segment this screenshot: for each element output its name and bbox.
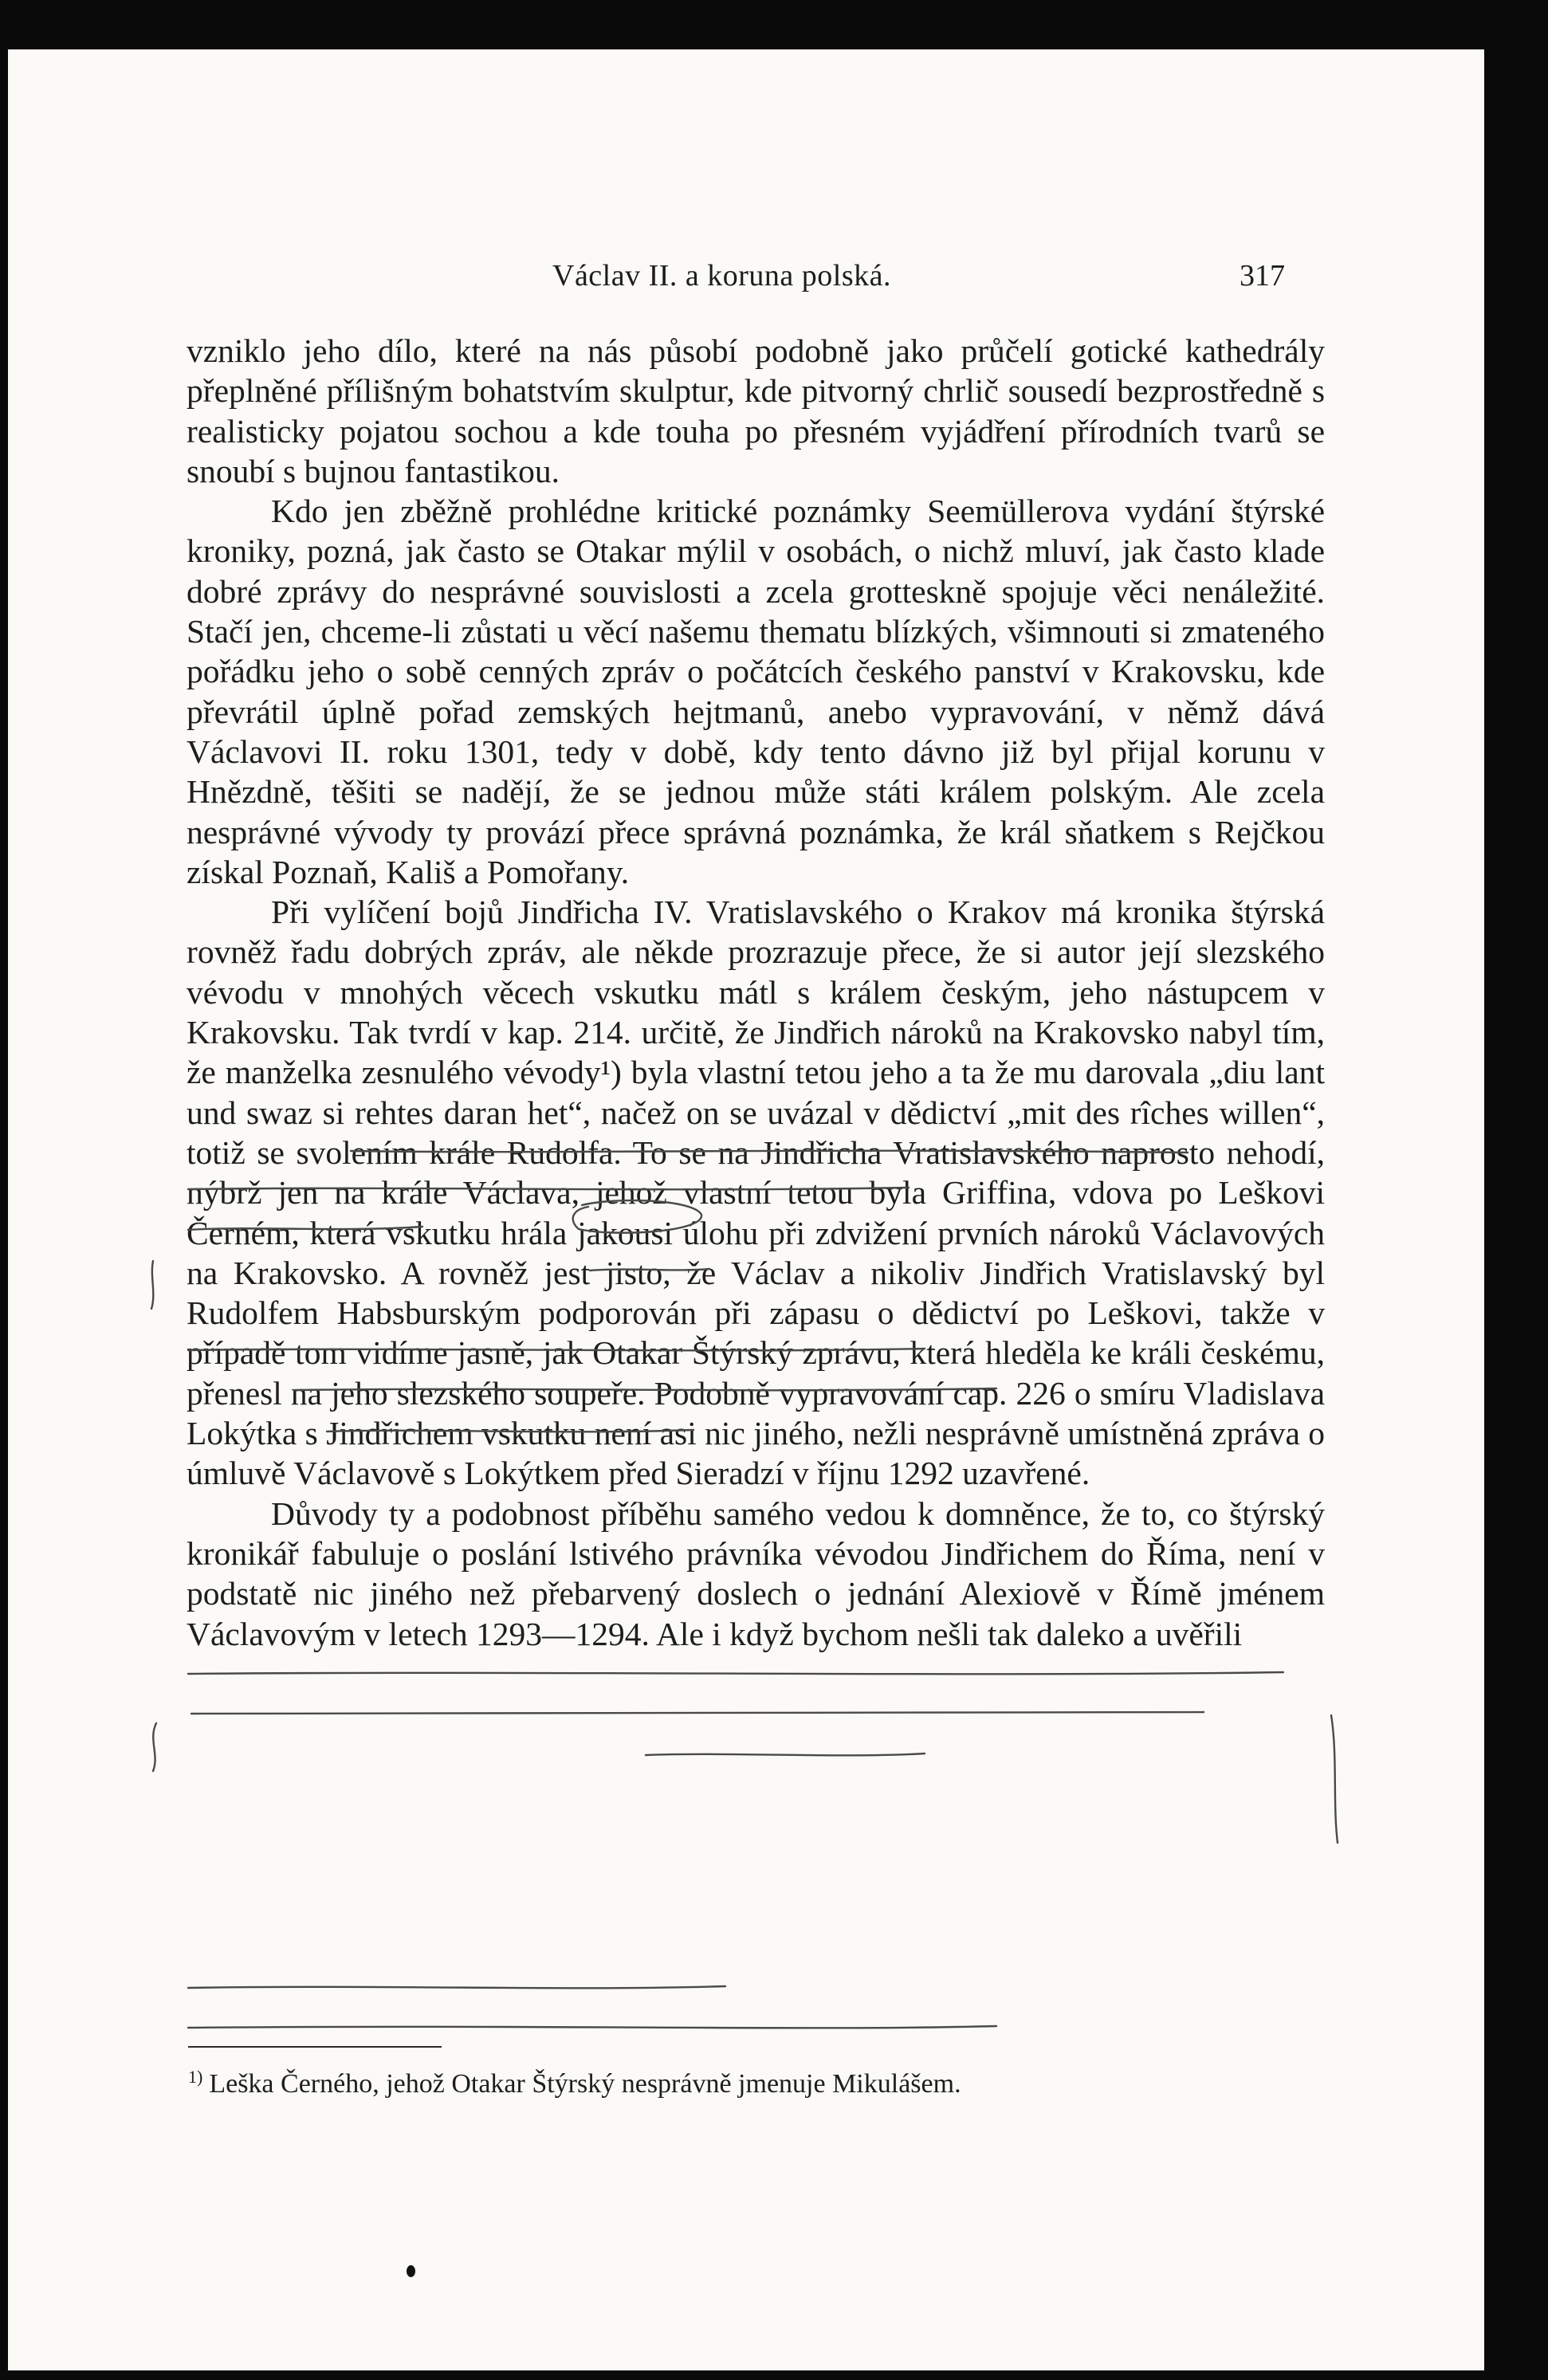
running-header bbox=[8, 258, 1484, 306]
pencil-underline bbox=[188, 2026, 996, 2028]
body-text bbox=[187, 331, 1325, 1654]
pencil-underline bbox=[188, 1672, 1283, 1674]
pencil-underline bbox=[188, 1986, 725, 1988]
footnote-marker: 1) bbox=[188, 2067, 203, 2087]
page-number: 317 bbox=[1240, 259, 1285, 293]
paragraph-1: vzniklo jeho dílo, které na nás působí podobně jako průčelí gotické kathedrály přeplněné přílišným bohatstvím skulptur, kde pitvorný chrlič sousedí bezprostředně s realisticky pojatou sochou a kde touha po přesném vyjádření přírodních tvarů se snoubí s bujnou fantastikou. bbox=[187, 332, 1325, 489]
scanned-page bbox=[8, 49, 1484, 2370]
footnote bbox=[188, 2060, 1326, 2102]
ink-dot bbox=[407, 2265, 415, 2277]
paragraph-2: Kdo jen zběžně prohlédne kritické poznámky Seemüllerova vydání štýrské kroniky, pozná, jak často se Otakar mýlil v osobách, o nichž mluví, jak často klade dobré zprávy do nesprávné souvislosti a zcela grotteskně spojuje věci nenáležité. Stačí jen, chceme-li zůstati u věcí našemu thematu blízkých, všimnouti si zmateného pořádku jeho o sobě cenných zpráv o počátcích českého panství v Krakovsku, kde převrátil úplně pořad zemských hejtmanů, anebo vypravování, v němž dává Václavovi II. roku 1301, tedy v době, kdy tento dávno již byl přijal korunu v Hnězdně, těšiti se nadějí, že se jednou může státi králem polským. Ale zcela nesprávné vývody ty provází přece správná poznámka, že král sňatkem s Rejčkou získal Poznaň, Kališ a Pomořany. bbox=[187, 493, 1325, 890]
paragraph-3: Při vylíčení bojů Jindřicha IV. Vratislavského o Krakov má kronika štýrská rovněž řadu dobrých zpráv, ale někde prozrazuje přece, že si autor její slezského vévodu v mnohých věcech vskutku mátl s králem českým, jeho nástupcem v Krakovsku. Tak tvrdí v kap. 214. určitě, že Jindřich nároků na Krakovsko nabyl tím, že manželka zesnulého vévody¹) byla vlastní tetou jeho a ta že mu darovala „diu lant und swaz si rehtes daran het“, načež on se uvázal v dědictví „mit des rîches willen“, totiž se svolením krále Rudolfa. To se na Jindřicha Vratislavského naprosto nehodí, nýbrž jen na krále Václava, jehož vlastní tetou byla Griffina, vdova po Leškovi Černém, která vskutku hrála jakousi úlohu při zdvižení prvních nároků Václavových na Krakovsko. A rovněž jest jisto, že Václav a nikoliv Jindřich Vratislavský byl Rudolfem Habsburským podporován při zápasu o dědictví po Leškovi, takže v případě tom vidíme jasně, jak Otakar Štýrský zprávu, která hleděla ke králi českému, přenesl na jeho slezského soupeře. Podobně vypravování cap. 226 o smíru Vladislava Lokýtka s Jindřichem vskutku není asi nic jiného, nežli nesprávně umístněná zpráva o úmluvě Václavově s Lokýtkem před Sieradzí v říjnu 1292 uzavřené. bbox=[187, 893, 1325, 1492]
pencil-margin-mark bbox=[151, 1261, 153, 1309]
footnote-text: Leška Černého, jehož Otakar Štýrský nesprávně jmenuje Mikulášem. bbox=[209, 2069, 961, 2099]
pencil-margin-mark bbox=[153, 1723, 156, 1771]
running-title: Václav II. a koruna polská. bbox=[552, 259, 892, 293]
pencil-underline bbox=[646, 1754, 925, 1755]
paragraph-4: Důvody ty a podobnost příběhu samého vedou k domněnce, že to, co štýrský kronikář fabuluje o poslání lstivého právníka vévodou Jindřichem do Říma, není v podstatě nic jiného než přebarvený doslech o jednání Alexiově v Římě jménem Václavovým v letech 1293—1294. Ale i když bychom nešli tak daleko a uvěřili bbox=[187, 1494, 1325, 1652]
footnote-rule bbox=[188, 2046, 442, 2048]
pencil-underline bbox=[191, 1712, 1204, 1714]
pencil-margin-mark bbox=[1331, 1715, 1338, 1843]
